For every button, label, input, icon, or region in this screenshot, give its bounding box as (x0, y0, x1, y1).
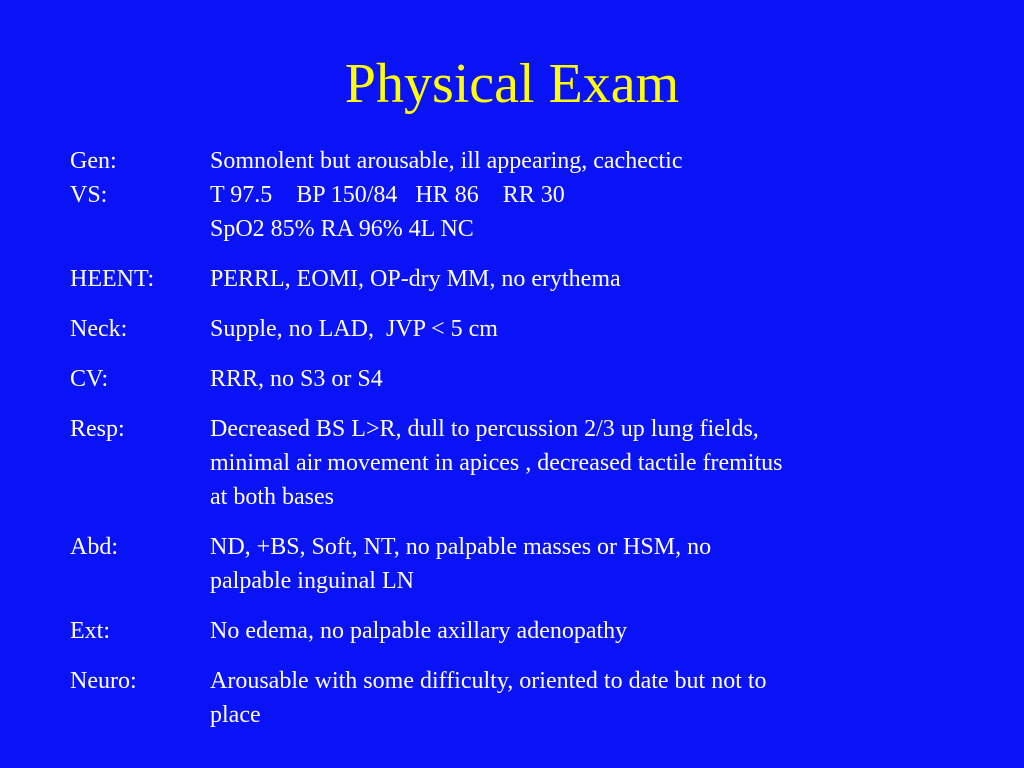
exam-label: VS: (70, 182, 108, 208)
exam-value-line: SpO2 85% RA 96% 4L NC (210, 216, 474, 242)
exam-row-cv (70, 362, 970, 396)
exam-row-heent (70, 262, 970, 296)
slide-title: Physical Exam (344, 53, 680, 115)
exam-value-line: palpable inguinal LN (210, 568, 414, 594)
exam-findings (70, 144, 970, 748)
exam-label: Resp: (70, 416, 125, 442)
exam-value-line: No edema, no palpable axillary adenopathy (210, 618, 628, 644)
exam-value-line: minimal air movement in apices , decreased tactile fremitus (210, 450, 783, 476)
exam-value-line: place (210, 702, 261, 728)
exam-value-line: Arousable with some difficulty, oriented to date but not to (210, 668, 767, 694)
exam-value-line: RRR, no S3 or S4 (210, 366, 383, 392)
exam-row-gen (70, 144, 970, 178)
exam-value (210, 412, 970, 514)
exam-value (210, 530, 970, 598)
exam-value (210, 312, 970, 346)
exam-row-resp (70, 412, 970, 514)
exam-label: HEENT: (70, 266, 155, 292)
exam-value-line: Somnolent but arousable, ill appearing, cachectic (210, 148, 683, 174)
exam-label: CV: (70, 366, 109, 392)
exam-row-abd (70, 530, 970, 598)
exam-value-line: ND, +BS, Soft, NT, no palpable masses or HSM, no (210, 534, 712, 560)
exam-label: Ext: (70, 618, 110, 644)
exam-value (210, 614, 970, 648)
exam-value-line: T 97.5 BP 150/84 HR 86 RR 30 (210, 182, 565, 208)
exam-label: Gen: (70, 148, 117, 174)
exam-row-ext (70, 614, 970, 648)
exam-row-vs (70, 178, 970, 246)
exam-label: Neck: (70, 316, 128, 342)
exam-value (210, 144, 970, 178)
exam-value-line: at both bases (210, 484, 334, 510)
exam-value (210, 664, 970, 732)
exam-value (210, 262, 970, 296)
exam-value-line: Supple, no LAD, JVP < 5 cm (210, 316, 498, 342)
exam-label: Neuro: (70, 668, 137, 694)
exam-row-neuro (70, 664, 970, 732)
exam-row-neck (70, 312, 970, 346)
exam-value-line: Decreased BS L>R, dull to percussion 2/3 up lung fields, (210, 416, 759, 442)
exam-value (210, 178, 970, 246)
exam-label: Abd: (70, 534, 118, 560)
exam-value (210, 362, 970, 396)
exam-value-line: PERRL, EOMI, OP-dry MM, no erythema (210, 266, 621, 292)
